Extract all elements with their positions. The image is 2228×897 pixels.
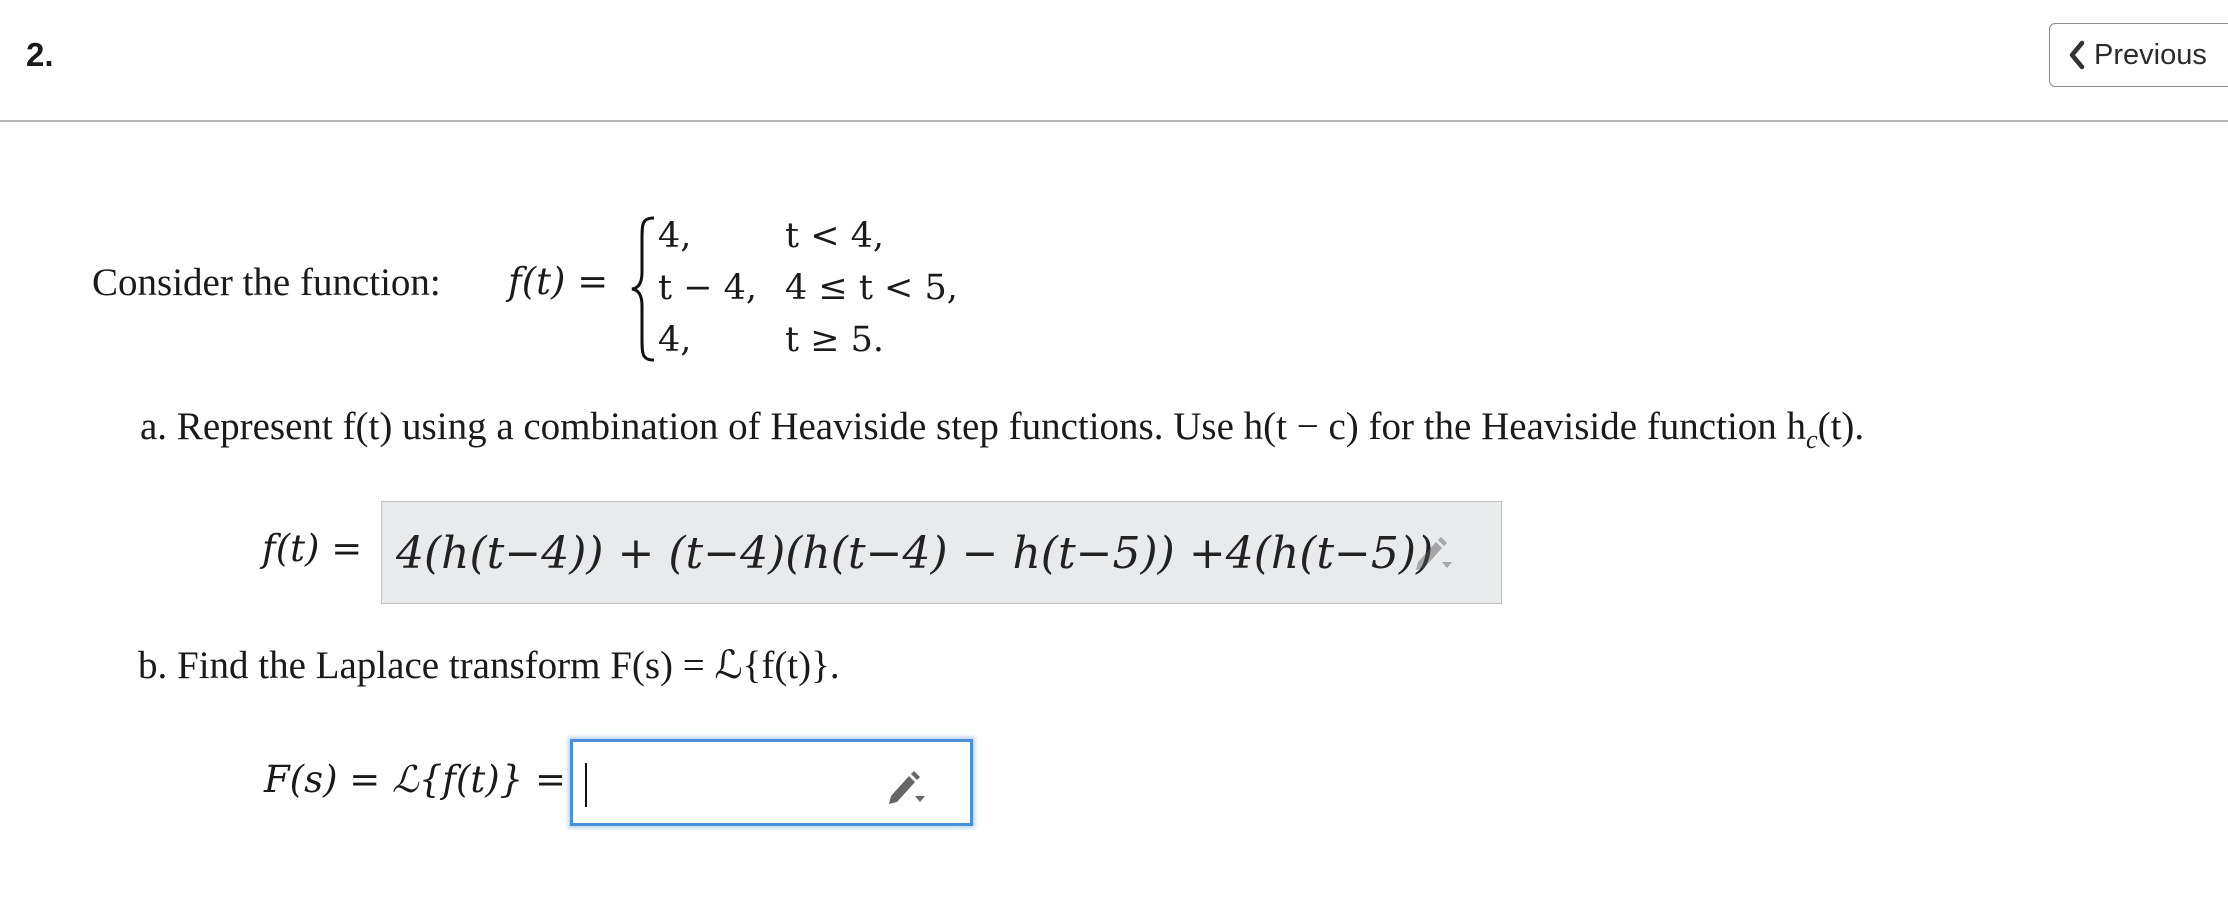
previous-button[interactable]: [2049, 23, 2228, 87]
case-condition-3: t ≥ 5.: [785, 320, 885, 360]
function-lhs: f(t) =: [508, 260, 609, 303]
previous-button-label: Previous: [2094, 38, 2207, 71]
question-header: [0, 0, 2228, 122]
question-number: 2.: [26, 36, 54, 73]
part-a-prompt: a. Represent f(t) using a combination of Heaviside step functions. Use h(t − c) for the Heaviside function $h_c(t)$.: [140, 405, 1865, 454]
part-a-lhs: f(t) =: [262, 527, 363, 570]
part-b-lhs: F(s) = ℒ{f(t)} =: [264, 758, 566, 801]
problem-intro: Consider the function:: [92, 261, 441, 304]
text-caret: [585, 763, 587, 807]
part-a-answer-expression: 4(h(t−4)) + (t−4)(h(t−4) − h(t−5)) +4(h(t−5)): [396, 528, 1434, 579]
case-condition-2: 4 ≤ t < 5,: [785, 268, 958, 308]
chevron-left-icon: [2064, 38, 2090, 72]
part-b-prompt: b. Find the Laplace transform F(s) = ℒ{f(t)}.: [138, 644, 840, 687]
case-value-1: 4,: [658, 216, 692, 256]
part-a-answer-field[interactable]: [381, 501, 1502, 604]
case-value-2: t − 4,: [658, 268, 758, 308]
case-value-3: 4,: [658, 320, 692, 360]
pencil-icon[interactable]: [1412, 532, 1454, 577]
piecewise-brace: [630, 214, 658, 364]
case-condition-1: t < 4,: [785, 216, 885, 256]
part-a-prompt-subscript: c: [1806, 424, 1818, 454]
pencil-icon[interactable]: [885, 766, 927, 811]
part-b-answer-input[interactable]: [570, 739, 973, 826]
